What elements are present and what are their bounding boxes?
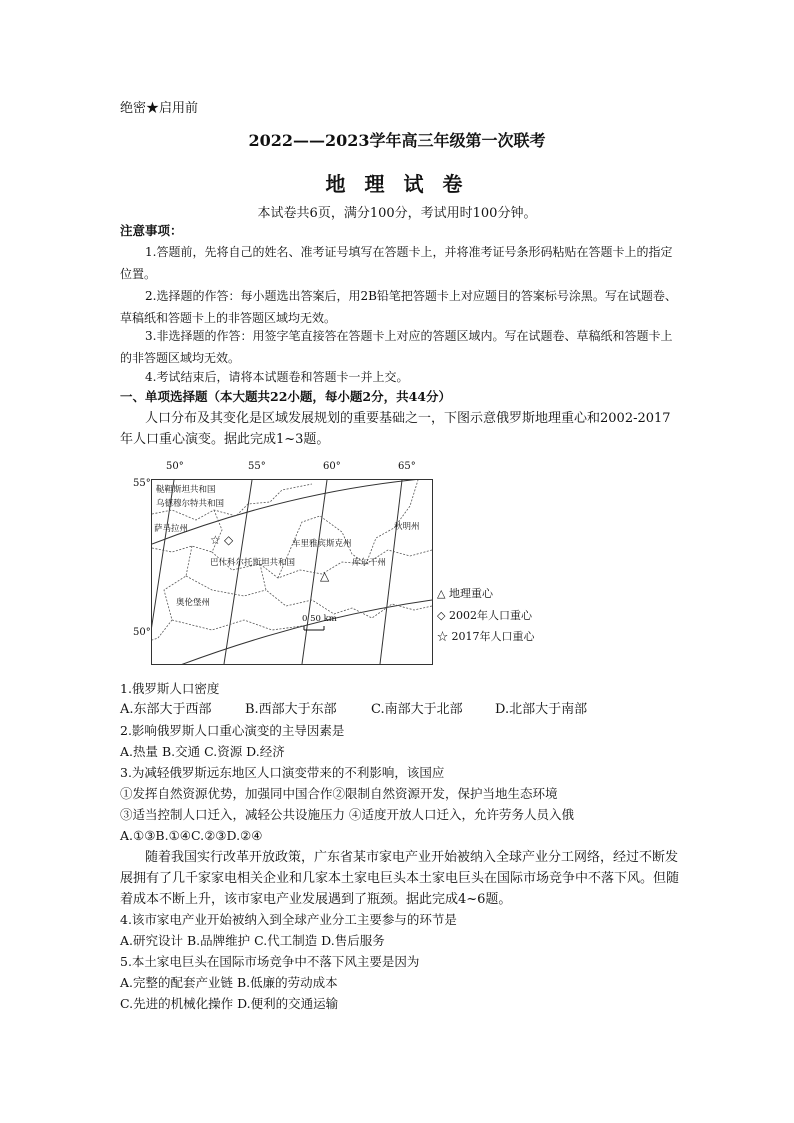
lat-label: 55°: [133, 478, 151, 489]
option-line: A.①③B.①④C.②③D.②④: [120, 828, 263, 843]
lon-label: 55°: [248, 461, 266, 472]
region-label: 奥伦堡州: [176, 598, 211, 608]
star-icon: ☆: [437, 630, 448, 643]
triangle-icon: △: [437, 587, 446, 600]
question-stem: 3.为减轻俄罗斯远东地区人口演变带来的不利影响，该国应: [120, 765, 445, 780]
lon-label: 50°: [166, 461, 184, 472]
region-label: 巴什科尔托斯坦共和国: [210, 558, 296, 568]
region-label: 秋明州: [394, 522, 420, 532]
subject-title: 地 理 试 卷: [325, 172, 469, 196]
notice-item: 2.选择题的作答：每小题选出答案后，用2B铅笔把答题卡上对应题目的答案标号涂黑。写在试题卷、草稿纸和答题卡上的非答题区域均无效。: [120, 289, 677, 325]
legend-item: [437, 628, 535, 644]
legend-label: 地理重心: [448, 587, 493, 600]
passage-intro: 人口分布及其变化是区域发展规划的重要基础之一，下图示意俄罗斯地理重心和2002-2017年人口重心演变。据此完成1~3题。: [120, 411, 671, 447]
diamond-icon: ◇: [437, 609, 446, 622]
scale-label: 0 50 km: [302, 614, 337, 624]
option: D.北部大于南部: [495, 702, 588, 717]
legend-item: [437, 607, 532, 623]
notice-item: 1.答题前，先将自己的姓名、准考证号填写在答题卡上，并将准考证号条形码粘贴在答题卡上的指定位置。: [120, 245, 673, 281]
lon-label: 60°: [323, 461, 341, 472]
lat-label: 50°: [133, 627, 151, 638]
option-line: ③适当控制人口迁入，减轻公共设施压力 ④适度开放人口迁入，允许劳务人员入俄: [120, 807, 574, 822]
exam-title: 2022——2023学年高三年级第一次联考: [248, 131, 546, 150]
exam-info: 本试卷共6页，满分100分，考试用时100分钟。: [257, 206, 537, 221]
notice-heading: 注意事项：: [120, 223, 183, 238]
option-line: C.先进的机械化操作 D.便利的交通运输: [120, 996, 339, 1011]
legend-item: [437, 585, 493, 601]
option-line: A.研究设计 B.品牌维护 C.代工制造 D.售后服务: [120, 933, 385, 948]
option: C.南部大于北部: [371, 702, 463, 717]
section-heading: 一、单项选择题（本大题共22小题，每小题2分，共44分）: [120, 389, 451, 404]
legend-label: 2017年人口重心: [451, 630, 535, 643]
notice-item: 4.考试结束后，请将本试题卷和答题卡一并上交。: [145, 370, 409, 384]
geographic-center-marker: △: [320, 569, 330, 583]
option-line: ①发挥自然资源优势，加强同中国合作②限制自然资源开发，保护当地生态环境: [120, 786, 558, 801]
question-stem: 1.俄罗斯人口密度: [120, 681, 220, 696]
region-label: 乌德穆尔特共和国: [156, 499, 225, 509]
option: A.东部大于西部: [120, 702, 212, 717]
option-line: A.热量 B.交通 C.资源 D.经济: [120, 744, 285, 759]
region-label: 库尔干州: [352, 558, 387, 568]
passage-intro: 随着我国实行改革开放政策，广东省某市家电产业开始被纳入全球产业分工网络，经过不断发展拥有了几千家家电相关企业和几家本土家电巨头本土家电巨头在国际市场竞争中不落下风。但随着成本不断上升，该市家电产业发展遇到了瓶颈。据此完成4~6题。: [120, 850, 680, 907]
question-stem: 5.本土家电巨头在国际市场竞争中不落下风主要是因为: [120, 954, 420, 969]
legend-label: 2002年人口重心: [448, 609, 532, 622]
option: B.西部大于东部: [245, 702, 337, 717]
population-center-2002-marker: ◇: [224, 533, 234, 547]
question-stem: 2.影响俄罗斯人口重心演变的主导因素是: [120, 723, 345, 738]
confidential-mark: 绝密★启用前: [120, 101, 199, 116]
notice-item: 3.非选择题的作答：用签字笔直接答在答题卡上对应的答题区域内。写在试题卷、草稿纸和答题卡上的非答题区域均无效。: [120, 329, 673, 365]
region-label: 鞑靼斯坦共和国: [156, 485, 216, 495]
population-center-2017-marker: ☆: [210, 533, 221, 547]
region-label: 萨马拉州: [154, 524, 189, 534]
question-stem: 4.该市家电产业开始被纳入到全球产业分工主要参与的环节是: [120, 912, 457, 927]
option-line: A.完整的配套产业链 B.低廉的劳动成本: [120, 975, 338, 990]
region-label: 车里雅宾斯克州: [292, 539, 352, 549]
map-frame: [151, 479, 433, 665]
lon-label: 65°: [398, 461, 416, 472]
